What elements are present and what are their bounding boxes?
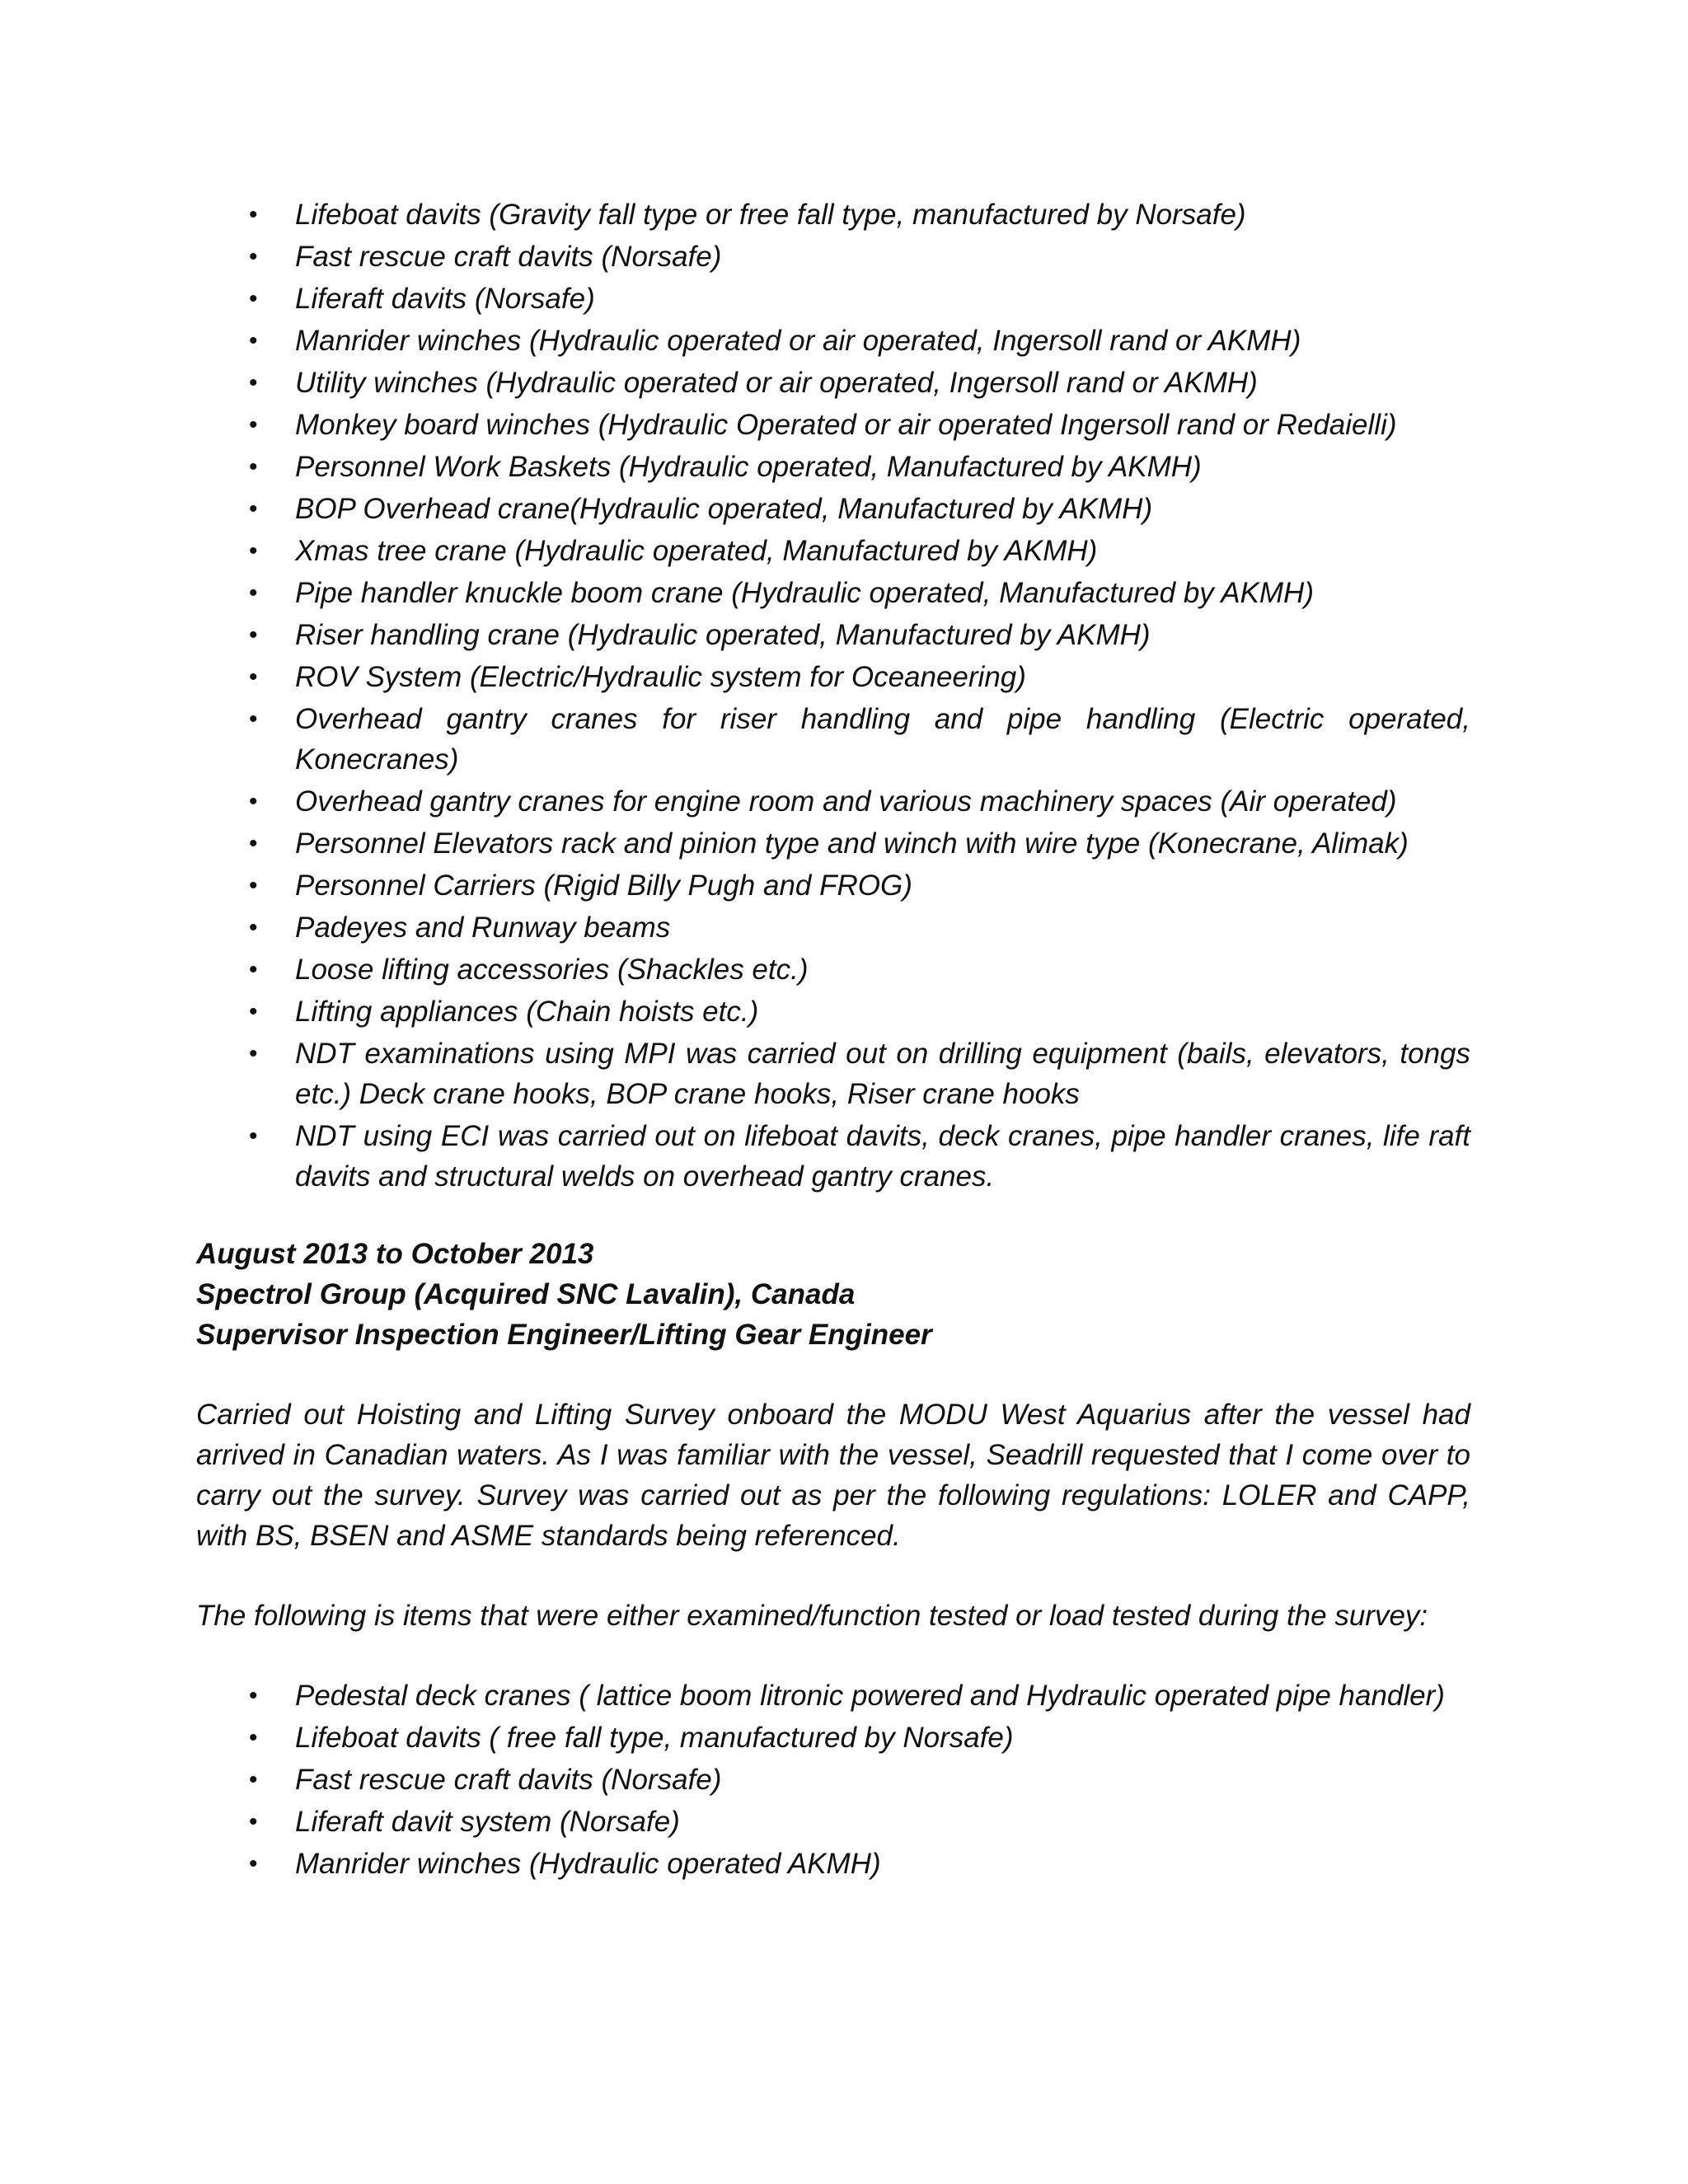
bullet-icon: •: [249, 201, 258, 228]
items-intro: The following is items that were either examined/function tested or load tested during the survey:: [196, 1600, 1428, 1632]
bullet-icon: •: [249, 243, 258, 270]
bullet-icon: •: [249, 1682, 258, 1709]
bullet-icon: •: [249, 705, 258, 733]
list-item: • Personnel Carriers (Rigid Billy Pugh and FROG): [196, 865, 1470, 906]
bullet-icon: •: [249, 1766, 258, 1793]
list-item: • Lifting appliances (Chain hoists etc.): [196, 991, 1470, 1032]
list-item: • Xmas tree crane (Hydraulic operated, Manufactured by AKMH): [196, 531, 1470, 571]
job-heading: [196, 1234, 1470, 1355]
bullet-icon: •: [249, 453, 258, 480]
list-item: • Pedestal deck cranes ( lattice boom litronic powered and Hydraulic operated pipe handler): [196, 1675, 1470, 1716]
bullet-icon: •: [249, 327, 258, 354]
list-item: • Liferaft davits (Norsafe): [196, 279, 1470, 319]
list-item: • Overhead gantry cranes for engine room and various machinery spaces (Air operated): [196, 781, 1470, 822]
list-item: • ROV System (Electric/Hydraulic system for Oceaneering): [196, 657, 1470, 697]
list-item: • Lifeboat davits (Gravity fall type or free fall type, manufactured by Norsafe): [196, 194, 1470, 235]
bullet-icon: •: [249, 1850, 258, 1877]
list-item: • Riser handling crane (Hydraulic operated, Manufactured by AKMH): [196, 615, 1470, 655]
list-item: • Personnel Work Baskets (Hydraulic operated, Manufactured by AKMH): [196, 447, 1470, 487]
bullet-icon: •: [249, 1122, 258, 1150]
list-item: • Personnel Elevators rack and pinion type and winch with wire type (Konecrane, Alimak): [196, 823, 1470, 864]
bullet-icon: •: [249, 1040, 258, 1067]
list-item: • Liferaft davit system (Norsafe): [196, 1802, 1470, 1842]
bullet-icon: •: [249, 1808, 258, 1835]
bullet-icon: •: [249, 1724, 258, 1751]
list-item: • NDT using ECI was carried out on lifeboat davits, deck cranes, pipe handler cranes, life raft davits and structural welds on overhead gantry cranes.: [196, 1116, 1470, 1197]
list-item: • BOP Overhead crane(Hydraulic operated, Manufactured by AKMH): [196, 489, 1470, 529]
list-item: • Lifeboat davits ( free fall type, manufactured by Norsafe): [196, 1718, 1470, 1758]
survey-description: Carried out Hoisting and Lifting Survey onboard the MODU West Aquarius after the vessel had arrived in Canadian waters. As I was familiar with the vessel, Seadrill requested that I come over to carry out the survey. Survey was carried out as per the following regulations: LOLER and CAPP, with BS, BSEN and ASME standards being referenced.: [196, 1399, 1470, 1552]
bullet-icon: •: [249, 956, 258, 983]
bullet-icon: •: [249, 872, 258, 899]
bullet-icon: •: [249, 411, 258, 438]
bullet-icon: •: [249, 495, 258, 523]
list-item: • Utility winches (Hydraulic operated or air operated, Ingersoll rand or AKMH): [196, 363, 1470, 403]
bullet-icon: •: [249, 369, 258, 396]
list-item: • Manrider winches (Hydraulic operated or air operated, Ingersoll rand or AKMH): [196, 321, 1470, 361]
list-item: • Loose lifting accessories (Shackles etc.): [196, 949, 1470, 990]
job-period: August 2013 to October 2013: [196, 1238, 594, 1270]
bullet-icon: •: [249, 788, 258, 815]
job-role: Supervisor Inspection Engineer/Lifting Gear Engineer: [196, 1319, 932, 1351]
bullet-icon: •: [249, 537, 258, 565]
list-item: • Monkey board winches (Hydraulic Operated or air operated Ingersoll rand or Redaielli): [196, 405, 1470, 445]
list-item: • Pipe handler knuckle boom crane (Hydraulic operated, Manufactured by AKMH): [196, 573, 1470, 613]
bullet-icon: •: [249, 663, 258, 691]
equipment-list-2: [196, 1675, 1470, 1884]
list-item: • Padeyes and Runway beams: [196, 907, 1470, 948]
bullet-icon: •: [249, 579, 258, 607]
list-item: • Manrider winches (Hydraulic operated AKMH): [196, 1844, 1470, 1884]
list-item: • Overhead gantry cranes for riser handling and pipe handling (Electric operated, Konecranes): [196, 699, 1470, 780]
bullet-icon: •: [249, 998, 258, 1025]
equipment-list-1: [196, 194, 1470, 1197]
job-company: Spectrol Group (Acquired SNC Lavalin), Canada: [196, 1278, 856, 1310]
bullet-icon: •: [249, 285, 258, 312]
document-page: [196, 194, 1470, 1886]
list-item: • Fast rescue craft davits (Norsafe): [196, 1760, 1470, 1800]
list-item: • NDT examinations using MPI was carried out on drilling equipment (bails, elevators, tongs etc.) Deck crane hooks, BOP crane hooks, Riser crane hooks: [196, 1033, 1470, 1114]
bullet-icon: •: [249, 914, 258, 941]
bullet-icon: •: [249, 830, 258, 857]
bullet-icon: •: [249, 621, 258, 649]
list-item: • Fast rescue craft davits (Norsafe): [196, 237, 1470, 277]
